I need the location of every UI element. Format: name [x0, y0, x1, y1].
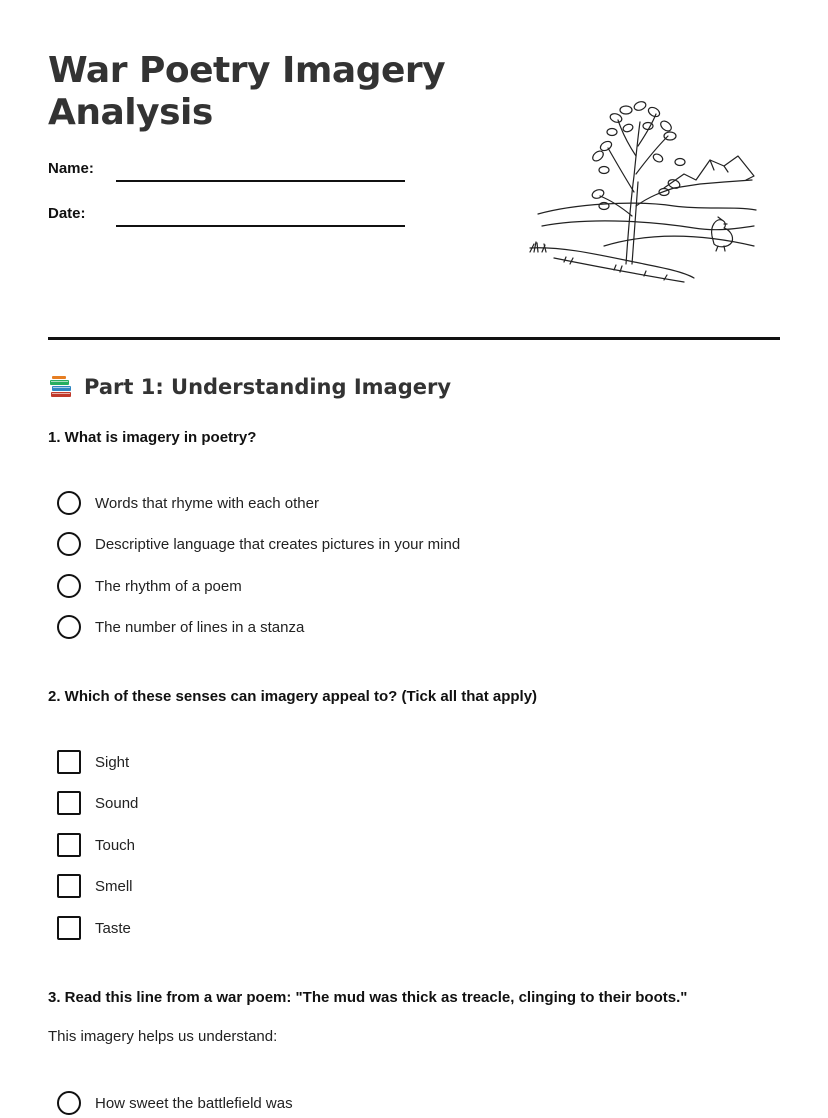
- date-label: Date:: [48, 205, 86, 222]
- option-label: Words that rhyme with each other: [95, 494, 319, 512]
- checkbox[interactable]: [57, 750, 81, 774]
- radio-button[interactable]: [57, 615, 81, 639]
- checkbox[interactable]: [57, 791, 81, 815]
- option-label: How sweet the battlefield was: [95, 1094, 293, 1112]
- option-label: Touch: [95, 836, 136, 854]
- option-label: Sight: [95, 753, 130, 771]
- q2-option-touch[interactable]: [57, 832, 135, 858]
- radio-button[interactable]: [57, 532, 81, 556]
- q3-option-1[interactable]: [57, 1090, 293, 1116]
- question-1: 1. What is imagery in poetry?: [48, 429, 257, 446]
- section-divider: [48, 337, 780, 340]
- books-icon: [48, 374, 74, 400]
- part1-heading: [48, 374, 451, 400]
- option-label: Taste: [95, 919, 131, 937]
- name-label: Name:: [48, 160, 94, 177]
- q2-option-sight[interactable]: [57, 749, 129, 775]
- q2-option-sound[interactable]: [57, 790, 138, 816]
- checkbox[interactable]: [57, 833, 81, 857]
- tree-landscape-illustration: [524, 96, 764, 292]
- q1-option-1[interactable]: [57, 490, 319, 516]
- checkbox[interactable]: [57, 874, 81, 898]
- option-label: Sound: [95, 794, 139, 812]
- option-label: Smell: [95, 877, 133, 895]
- date-field[interactable]: [116, 225, 405, 227]
- option-label: The number of lines in a stanza: [95, 618, 305, 636]
- option-label: The rhythm of a poem: [95, 577, 242, 595]
- q1-option-3[interactable]: [57, 573, 242, 599]
- option-label: Descriptive language that creates pictures in your mind: [95, 535, 461, 553]
- radio-button[interactable]: [57, 1091, 81, 1115]
- checkbox[interactable]: [57, 916, 81, 940]
- name-field[interactable]: [116, 180, 405, 182]
- part1-heading-text: Part 1: Understanding Imagery: [84, 375, 452, 399]
- q1-option-4[interactable]: [57, 614, 304, 640]
- question-3: 3. Read this line from a war poem: "The mud was thick as treacle, clinging to their boots.": [48, 989, 688, 1006]
- page-title: War Poetry Imagery Analysis: [48, 50, 446, 133]
- q2-option-smell[interactable]: [57, 873, 133, 899]
- question-2: 2. Which of these senses can imagery appeal to? (Tick all that apply): [48, 688, 538, 705]
- radio-button[interactable]: [57, 491, 81, 515]
- question-3-prompt: This imagery helps us understand:: [48, 1028, 278, 1045]
- q1-option-2[interactable]: [57, 531, 460, 557]
- radio-button[interactable]: [57, 574, 81, 598]
- q2-option-taste[interactable]: [57, 915, 131, 941]
